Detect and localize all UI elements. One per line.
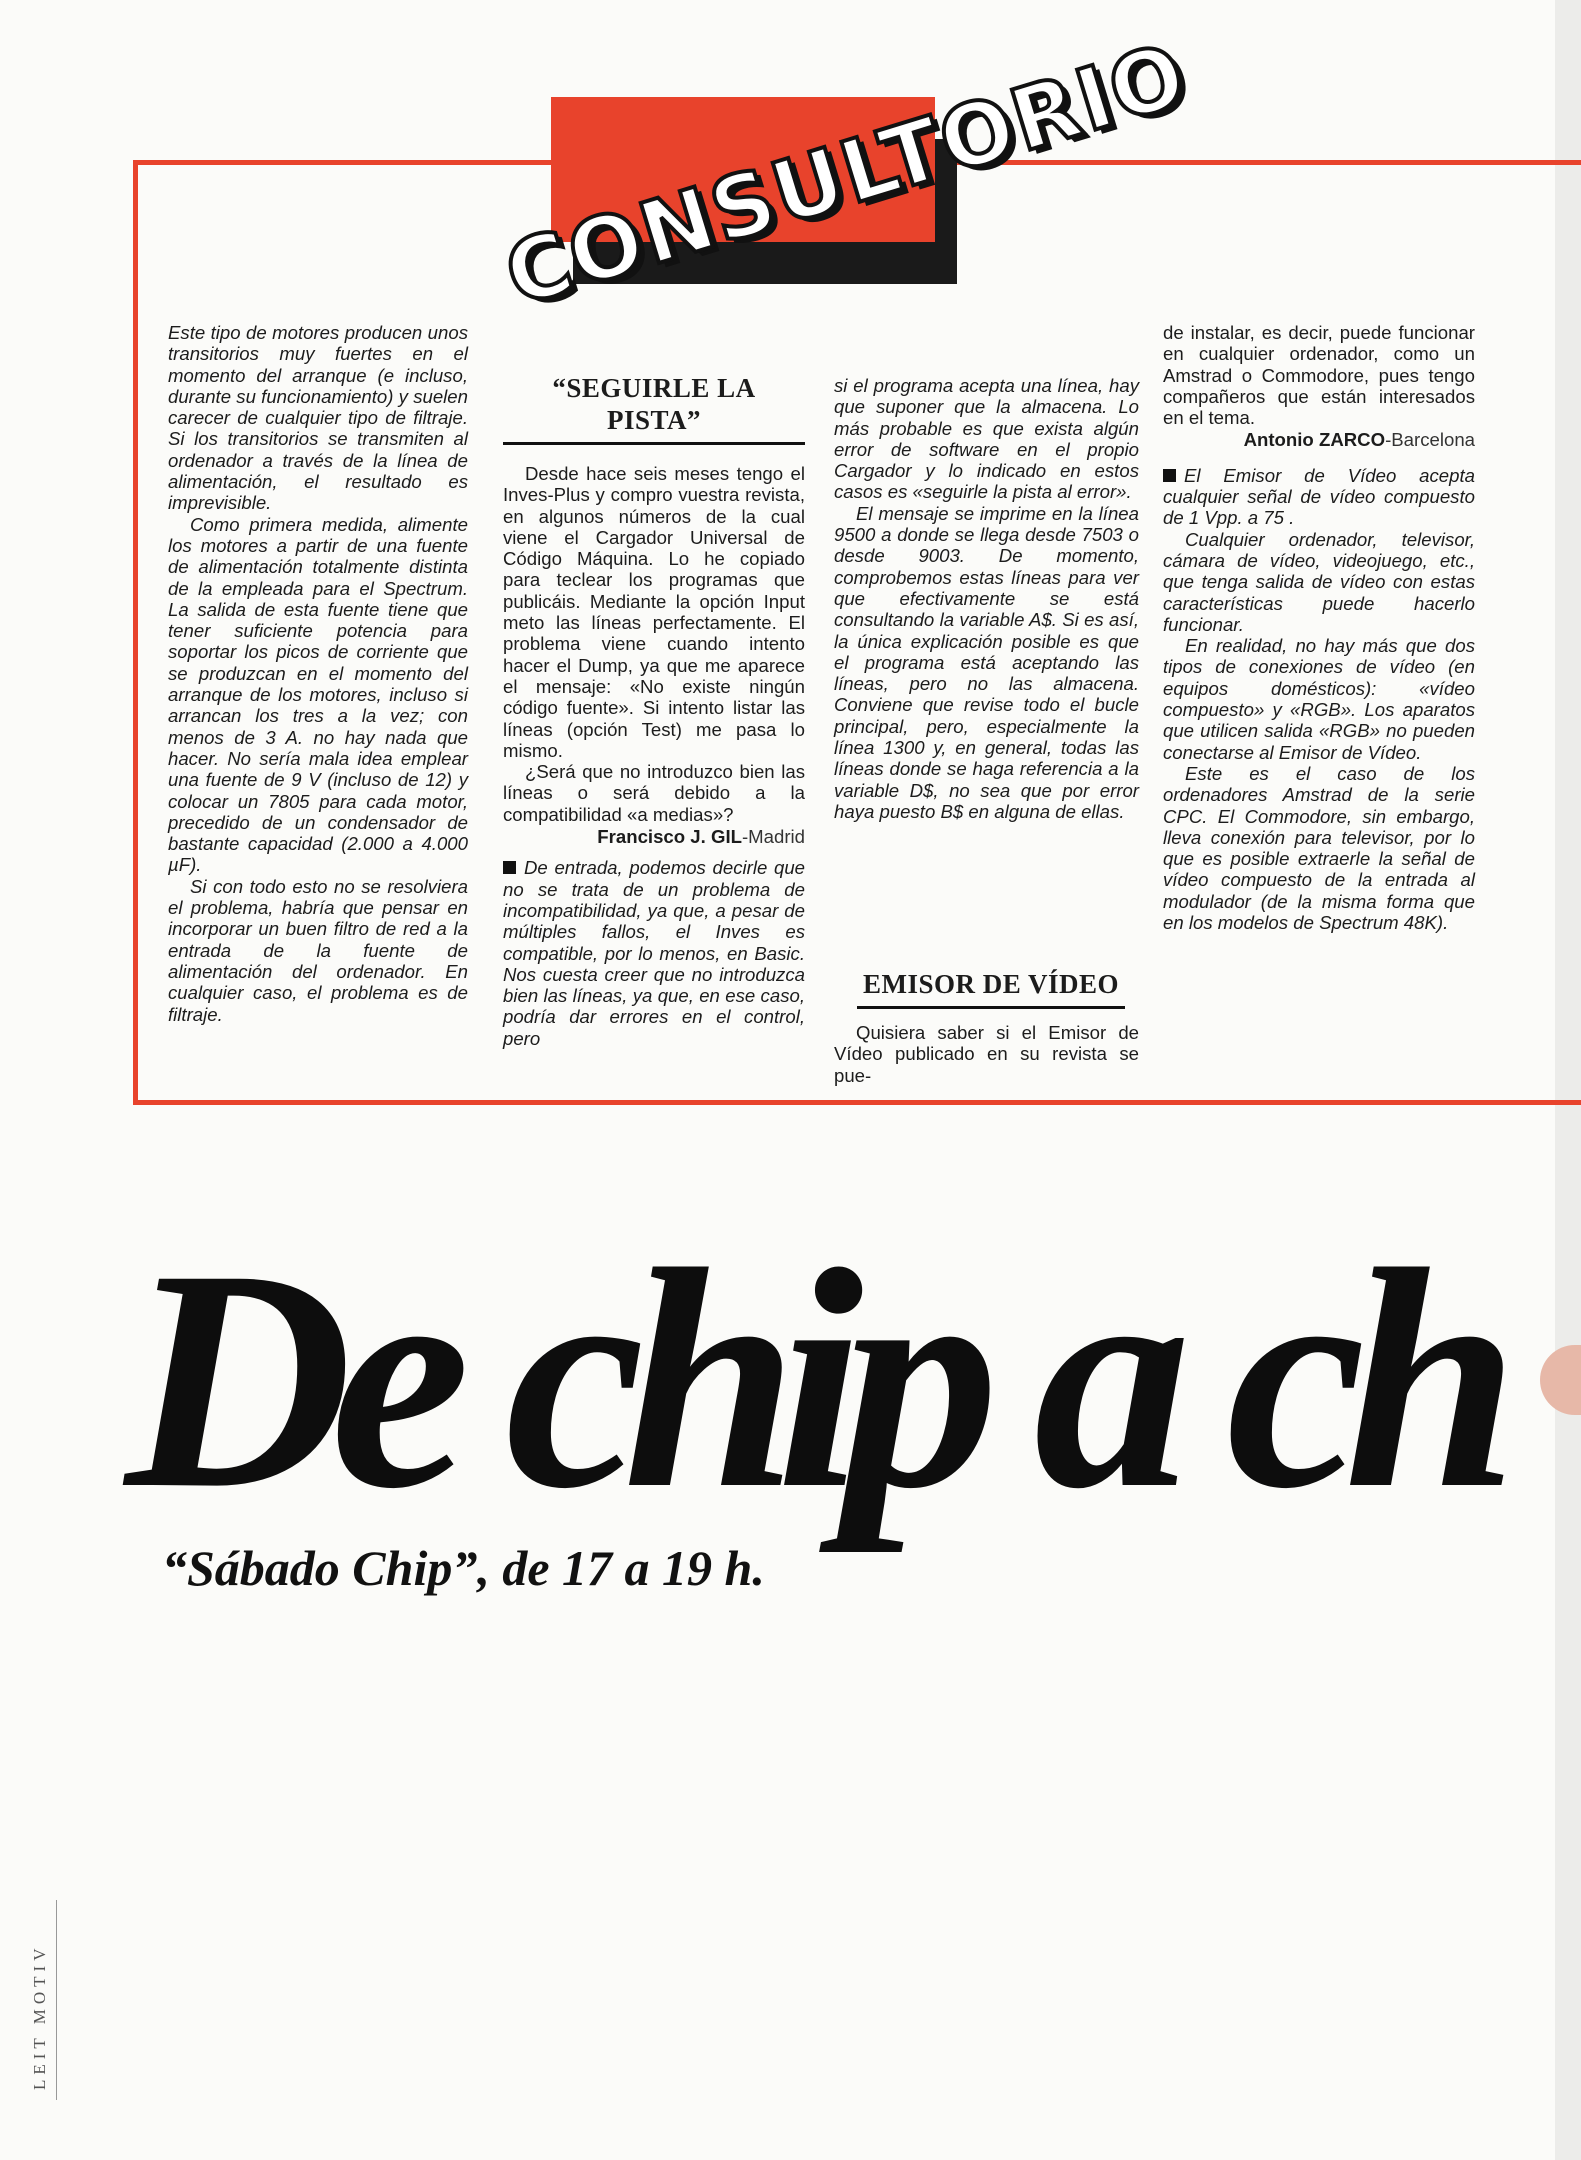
letter-heading-seguirle: “SEGUIRLE LA PISTA” <box>503 372 805 445</box>
signature-city: -Madrid <box>741 826 805 848</box>
letter-heading-emisor: EMISOR DE VÍDEO <box>857 968 1125 1009</box>
answer-square-icon <box>503 861 516 874</box>
signature-name: Antonio ZARCO <box>1243 429 1386 451</box>
side-label: LEIT MOTIV <box>30 1943 49 2090</box>
feature-title: De chip a ch <box>125 1205 1498 1554</box>
paragraph: Como primera medida, alimente los motores a partir de una fuente de alimentación totalmente distinta de la empleada para el Spectrum. La salida de esta fuente tiene que tener suficiente potencia para soportar los picos de corriente que se produzcan en el momento del arranque de los motores, incluso si arrancan los tres a la vez; con menos de 3 A. no hay nada que hacer. No sería mala idea emplear una fuente de 9 V (incluso de 12) y colocar un 7805 para cada motor, precedido de un condensador de bastante capacidad (2.000 a 4.000 µF). <box>168 513 468 876</box>
letter-signature <box>1163 429 1475 450</box>
answer-text: El Emisor de Vídeo acepta cualquier señal de vídeo compuesto de 1 Vpp. a 75 . <box>1163 464 1475 529</box>
article-column-4 <box>1163 322 1475 933</box>
answer-paragraph <box>503 857 805 1049</box>
paragraph: Este tipo de motores producen unos transitorios muy fuertes en el momento del arranque (e incluso, durante su funcionamiento) y suelen carecer de cualquier tipo de filtraje. Si los transitorios se transmiten al ordenador a través de la línea de alimentación, el resultado es imprevisible. <box>168 322 468 514</box>
letter-paragraph: Desde hace seis meses tengo el Inves-Plus y compro vuestra revista, en algunos números de la cual viene el Cargador Universal de Código Máquina. Lo he copiado para teclear los programas que publicáis. Mediante la opción Input meto las líneas perfectamente. El problema viene cuando intento hacer el Dump, ya que me aparece el mensaje: «No existe ningún código fuente». Si intento listar las líneas (opción Test) me pasa lo mismo. <box>503 463 805 761</box>
letter-paragraph: de instalar, es decir, puede funcionar en cualquier ordenador, como un Amstrad o Commodore, pues tengo compañeros que están interesados en el tema. <box>1163 322 1475 429</box>
answer-paragraph: En realidad, no hay más que dos tipos de conexiones de vídeo (en equipos domésticos): «vídeo compuesto» y «RGB». Los aparatos que utilicen salida «RGB» no pueden conectarse al Emisor de Vídeo. <box>1163 635 1475 763</box>
letter-signature <box>503 826 805 847</box>
signature-city: -Barcelona <box>1385 429 1475 451</box>
feature-subtitle: “Sábado Chip”, de 17 a 19 h. <box>162 1540 765 1596</box>
answer-paragraph: Cualquier ordenador, televisor, cámara de vídeo, videojuego, etc., que tenga salida de vídeo con estas características puede hacerlo funcionar. <box>1163 528 1475 635</box>
article-column-1 <box>168 322 468 1025</box>
answer-paragraph: El mensaje se imprime en la línea 9500 a donde se llega desde 7503 o desde 9003. De momento, comprobemos estas líneas para ver que efectivamente se está consultando la variable A$. Si es así, la única explicación posible es que el programa está aceptando las líneas, pero no las almacena. Conviene que revise todo el bucle principal, pero, especialmente la línea 1300 y, en general, todas las líneas donde se haga referencia a la variable D$, no sea que por error haya puesto B$ en alguna de ellas. <box>834 502 1139 822</box>
article-column-3 <box>834 375 1139 822</box>
answer-square-icon <box>1163 469 1176 482</box>
answer-paragraph: si el programa acepta una línea, hay que suponer que la almacena. Lo más probable es que exista algún error de software en el propio Cargador y lo indicado en estos casos es «seguirle la pista al error». <box>834 375 1139 503</box>
answer-paragraph <box>1163 465 1475 529</box>
article-column-2 <box>503 372 805 1049</box>
signature-name: Francisco J. GIL <box>597 826 742 848</box>
paragraph: Si con todo esto no se resolviera el problema, habría que pensar en incorporar un buen filtro de red a la entrada de la fuente de alimentación del ordenador. En cualquier caso, el problema es de filtraje. <box>168 875 468 1025</box>
letter-paragraph: ¿Será que no introduzco bien las líneas o será debido a la compatibilidad «a medias»? <box>503 761 805 825</box>
section-title: CONSULTORIO <box>494 24 1199 327</box>
letter-paragraph: Quisiera saber si el Emisor de Vídeo publicado en su revista se pue- <box>834 1022 1139 1086</box>
answer-text: De entrada, podemos decirle que no se trata de un problema de incompatibilidad, ya que, a pesar de múltiples fallos, el Inves es compatible, por lo menos, en Basic. Nos cuesta creer que no introduzca bien las líneas, ya que, en ese caso, podría dar errores en el control, pero <box>503 857 805 1049</box>
answer-paragraph: Este es el caso de los ordenadores Amstrad de la serie CPC. El Commodore, sin embargo, lleva conexión para televisor, por lo que es posible extraerle la señal de vídeo compuesto de la entrada al modulador (de la misma forma que en los modelos de Spectrum 48K). <box>1163 762 1475 934</box>
letter-opening <box>834 1022 1139 1086</box>
